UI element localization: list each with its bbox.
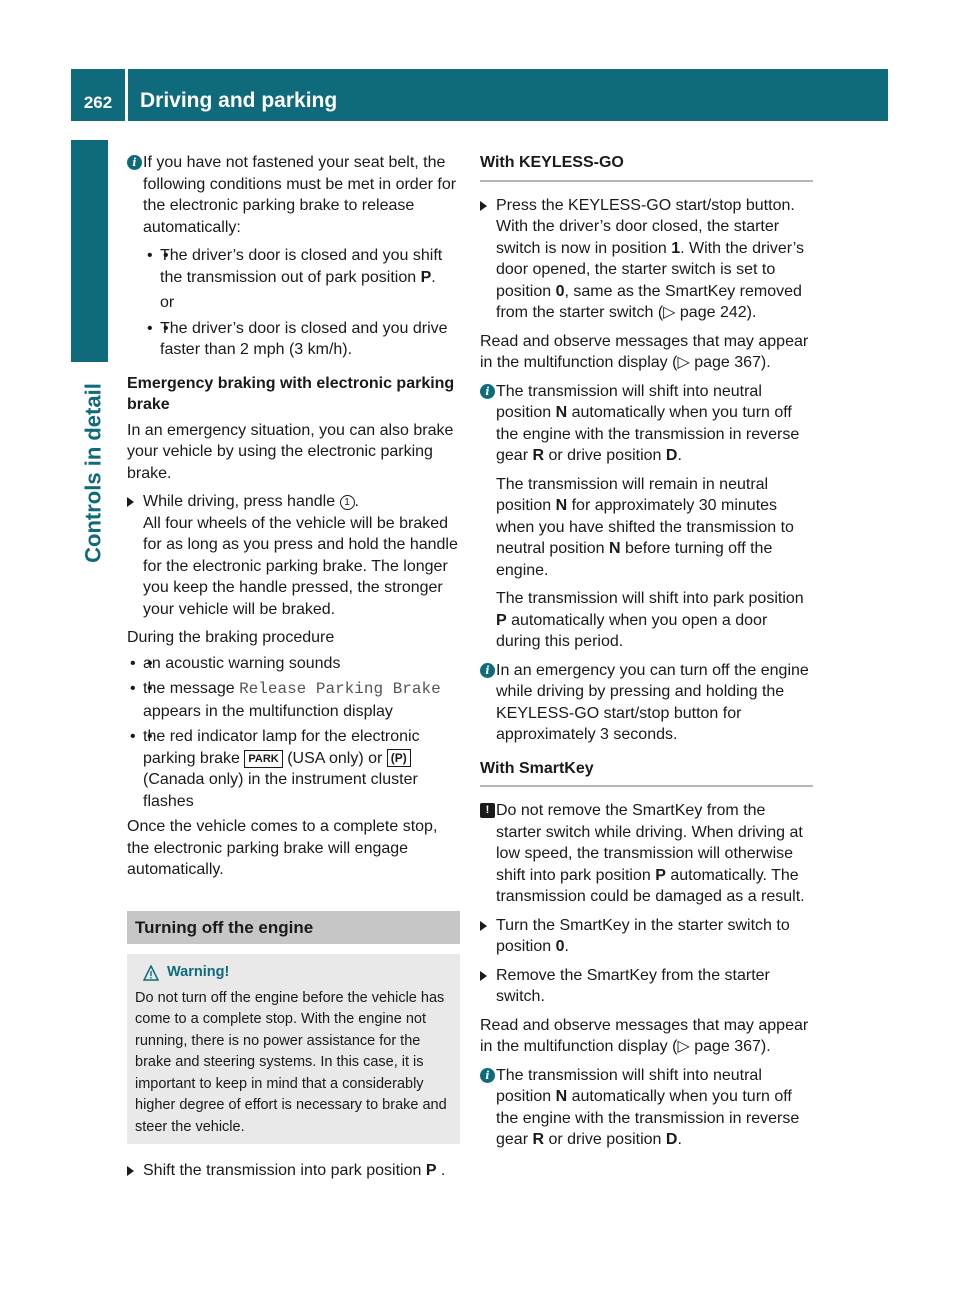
during-text: During the braking procedure — [127, 629, 335, 646]
info-seatbelt-text: If you have not fastened your seat belt, the following conditions must be met in order for the electronic parking brake to release automatically: — [143, 154, 457, 236]
step-press-handle: While driving, press handle 1 . All four wheels of the vehicle will be braked for as long as you press and hold the handle for the electronic parking brake. The longer you keep the handle pressed, the stronger your vehicle will be braked. — [127, 491, 460, 620]
park-symbol-icon: PARK — [244, 750, 282, 768]
page-title: Driving and parking — [140, 89, 338, 112]
closing-text: Once the vehicle comes to a complete stop, the electronic parking brake will engage automatically. — [127, 818, 438, 878]
header-divider — [125, 69, 128, 121]
side-label-text: Controls in detail — [80, 383, 106, 563]
page-ref: ▷ page 367 — [677, 354, 761, 371]
step-press-start: Press the KEYLESS-GO start/stop button. With the driver’s door closed, the starter switch is now in position 1. With the driver’s door opened, the starter switch is set to position 0, same as the SmartKey removed from the starter switch (▷ page 242). — [480, 195, 813, 324]
info-neutral-smartkey: i The transmission will shift into neutral position N automatically when you turn off the engine with the transmission in reverse gear R or drive position D. — [480, 1065, 813, 1151]
step-arrow-icon — [127, 497, 134, 507]
info-seatbelt — [127, 152, 460, 361]
heading-keyless-go: With KEYLESS-GO — [480, 152, 813, 182]
step-arrow-icon — [480, 921, 487, 931]
list-item: • • the message Release Parking Brake appears in the multifunction display — [127, 678, 460, 722]
caution-smartkey: ! Do not remove the SmartKey from the starter switch while driving. When driving at low speed, the transmission will otherwise shift into park position P automatically. The transmission could be damaged as a result. — [480, 800, 813, 908]
message-text: Release Parking Brake — [239, 680, 441, 698]
info-icon: i — [127, 155, 142, 170]
handle-marker: 1 — [340, 495, 355, 510]
info-neutral: i The transmission will shift into neutral position N automatically when you turn off the engine with the transmission in reverse gear R or drive position D. The transmission will remain in neutral position N for approximately 30 minutes when you have shifted the transmission to neutral position N before turning off the engine. The transmission will shift into park position P automatically when you open a door during this period. — [480, 381, 813, 653]
step-arrow-icon — [127, 1166, 134, 1176]
right-column — [480, 152, 813, 1158]
parking-brake-symbol-icon: (P) — [387, 749, 411, 767]
step-shift-park: Shift the transmission into park position P . — [127, 1160, 460, 1182]
or-text: or — [160, 294, 175, 311]
step-detail: All four wheels of the vehicle will be braked for as long as you press and hold the handle for the electronic parking brake. The longer you keep the handle pressed, the stronger your vehicle will be braked. — [143, 514, 458, 618]
step-arrow-icon — [480, 201, 487, 211]
emergency-heading: Emergency braking with electronic parking brake — [127, 374, 455, 413]
warning-title: Warning! — [135, 962, 452, 984]
page-ref: ▷ page 367 — [677, 1038, 761, 1055]
page-ref: ▷ page 242 — [663, 304, 747, 321]
caution-icon: ! — [480, 803, 495, 818]
info-icon: i — [480, 663, 495, 678]
warning-triangle-icon — [143, 965, 159, 981]
list-item: • • The driver’s door is closed and you drive faster than 2 mph (3 km/h). — [143, 318, 460, 361]
emergency-intro: In an emergency situation, you can also brake your vehicle by using the electronic parking brake. — [127, 421, 454, 482]
read-messages: Read and observe messages that may appear in the multifunction display (▷ page 367). — [480, 1016, 809, 1055]
step-arrow-icon — [480, 971, 487, 981]
list-item: • • The driver’s door is closed and you shift the transmission out of park position P. — [143, 245, 460, 288]
side-tab — [71, 140, 108, 362]
left-column — [127, 152, 460, 1189]
section-heading-turning-off: Turning off the engine — [127, 911, 460, 945]
read-messages: Read and observe messages that may appear in the multifunction display (▷ page 367). — [480, 332, 809, 371]
info-emergency-stop: i In an emergency you can turn off the engine while driving by pressing and holding the KEYLESS-GO start/stop button for approximately 3 seconds. — [480, 660, 813, 746]
side-label — [71, 373, 115, 573]
step-remove-smartkey: Remove the SmartKey from the starter switch. — [480, 965, 813, 1008]
info-icon: i — [480, 384, 495, 399]
warning-box — [127, 954, 460, 1144]
heading-smartkey: With SmartKey — [480, 758, 813, 788]
list-item: • • an acoustic warning sounds — [127, 653, 460, 675]
list-item: • • the red indicator lamp for the electronic parking brake PARK (USA only) or (P) (Canada only) in the instrument cluster flashes — [127, 726, 460, 812]
step-turn-smartkey: Turn the SmartKey in the starter switch to position 0. — [480, 915, 813, 958]
warning-text: Do not turn off the engine before the vehicle has come to a complete stop. With the engine not running, there is no power assistance for the brake and steering systems. In this case, it is important to keep in mind that a considerably higher degree of effort is necessary to brake and steer the vehicle. — [135, 989, 447, 1135]
info-icon: i — [480, 1068, 495, 1083]
page-number: 262 — [83, 93, 113, 112]
